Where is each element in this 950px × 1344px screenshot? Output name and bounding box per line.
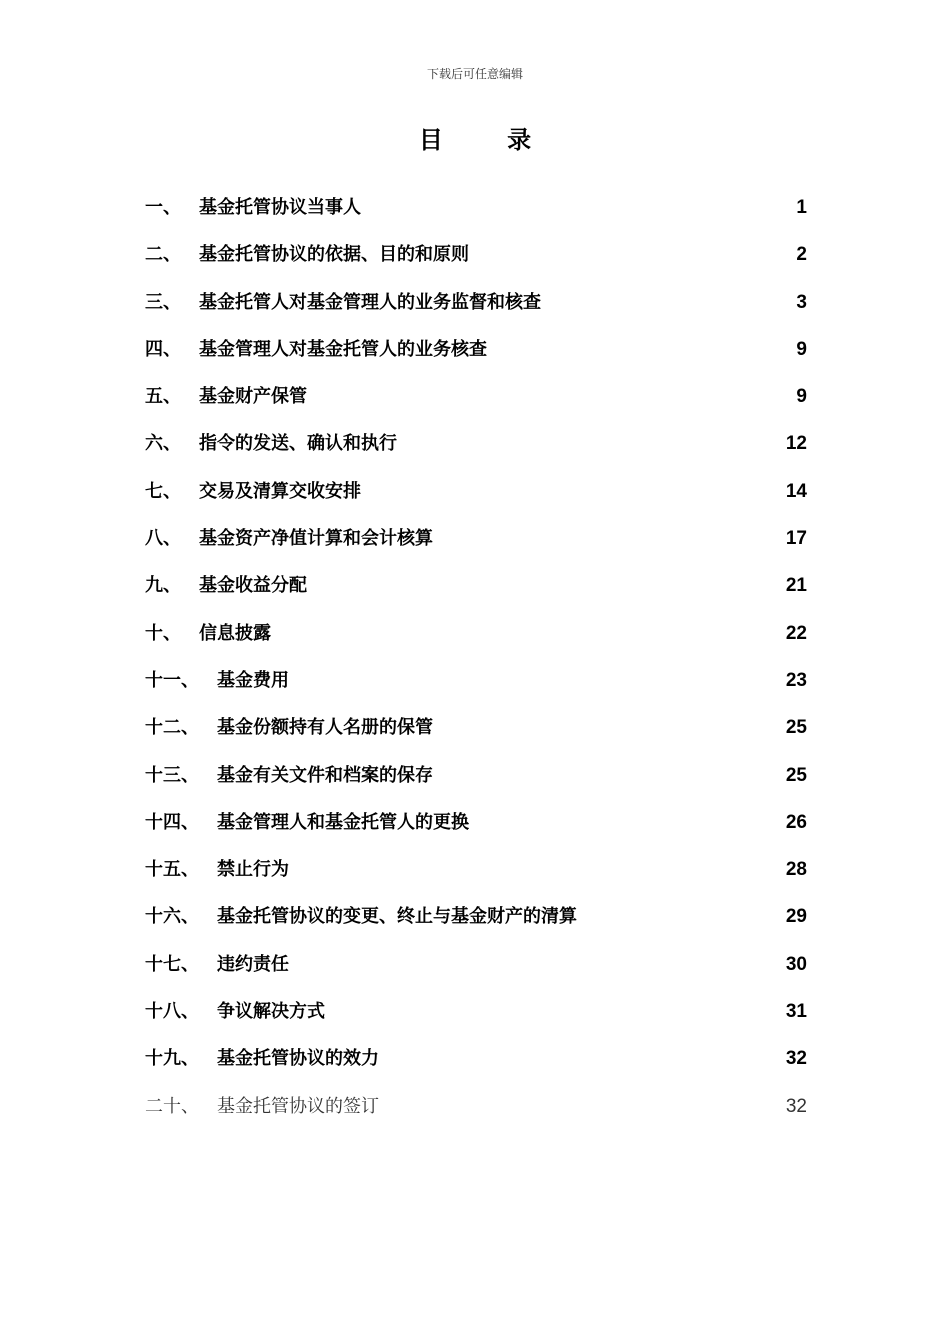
toc-entry[interactable]	[145, 710, 807, 757]
toc-list	[145, 190, 807, 1136]
toc-entry-title: 交易及清算交收安排	[199, 480, 361, 502]
toc-entry-page: 9	[796, 386, 807, 408]
toc-entry-number: 十六、	[145, 906, 199, 928]
toc-entry-title: 基金费用	[217, 669, 289, 691]
toc-entry-page: 22	[785, 622, 807, 644]
toc-entry-number: 一、	[145, 197, 181, 218]
toc-entry[interactable]	[145, 1041, 807, 1088]
toc-entry-page: 32	[785, 1048, 807, 1070]
toc-entry[interactable]	[145, 616, 807, 663]
toc-entry-title: 禁止行为	[217, 859, 289, 881]
toc-entry-page: 2	[796, 244, 807, 266]
toc-entry[interactable]	[145, 379, 807, 426]
toc-entry-page: 28	[785, 859, 807, 881]
toc-entry-title: 违约责任	[217, 953, 289, 975]
toc-entry-page: 31	[785, 1001, 807, 1023]
toc-entry-number: 十七、	[145, 953, 199, 975]
toc-entry-number: 四、	[145, 338, 181, 360]
toc-entry-title: 指令的发送、确认和执行	[199, 433, 397, 455]
toc-entry[interactable]	[145, 237, 807, 284]
toc-entry-number: 八、	[145, 528, 181, 550]
toc-entry-title: 基金份额持有人名册的保管	[217, 717, 433, 739]
toc-entry-number: 十四、	[145, 811, 199, 833]
toc-entry[interactable]	[145, 1089, 807, 1136]
toc-entry[interactable]	[145, 285, 807, 332]
toc-entry-number: 十三、	[145, 764, 199, 786]
toc-entry-page: 9	[796, 338, 807, 360]
toc-entry-number: 十二、	[145, 717, 199, 739]
toc-entry[interactable]	[145, 899, 807, 946]
toc-entry[interactable]	[145, 332, 807, 379]
toc-entry-page: 30	[785, 953, 807, 975]
toc-entry-page: 14	[785, 480, 807, 502]
toc-entry-number: 十一、	[145, 669, 199, 691]
toc-entry-title: 基金收益分配	[199, 575, 307, 597]
toc-entry[interactable]	[145, 568, 807, 615]
toc-entry-number: 九、	[145, 575, 181, 597]
toc-entry-title: 基金托管人对基金管理人的业务监督和核查	[199, 291, 541, 313]
toc-entry-title: 基金托管协议的依据、目的和原则	[199, 244, 469, 266]
toc-entry-title: 基金资产净值计算和会计核算	[199, 528, 433, 550]
toc-entry-page: 12	[785, 433, 807, 455]
toc-title: 目 录	[418, 126, 560, 154]
toc-entry-title: 基金托管协议的签订	[217, 1095, 379, 1117]
toc-entry-number: 五、	[145, 386, 181, 408]
toc-entry-number: 七、	[145, 480, 181, 502]
toc-entry[interactable]	[145, 758, 807, 805]
toc-entry[interactable]	[145, 947, 807, 994]
toc-entry-title: 基金托管协议的变更、终止与基金财产的清算	[217, 906, 577, 928]
toc-entry-title: 基金管理人和基金托管人的更换	[217, 811, 469, 833]
header-note: 下载后可任意编辑	[426, 67, 523, 81]
toc-entry[interactable]	[145, 474, 807, 521]
toc-entry-title: 信息披露	[199, 622, 271, 644]
toc-entry[interactable]	[145, 663, 807, 710]
toc-entry-title: 基金财产保管	[199, 386, 307, 408]
toc-entry-page: 32	[785, 1095, 807, 1117]
toc-entry[interactable]	[145, 994, 807, 1041]
toc-entry-page: 25	[785, 717, 807, 739]
toc-entry-title: 基金托管协议的效力	[217, 1048, 379, 1070]
toc-entry-number: 十、	[145, 622, 181, 644]
toc-entry-title: 基金有关文件和档案的保存	[217, 764, 433, 786]
toc-entry-title: 争议解决方式	[217, 1001, 325, 1023]
toc-entry[interactable]	[145, 426, 807, 473]
toc-entry-page: 1	[796, 197, 807, 218]
toc-entry-title: 基金托管协议当事人	[199, 197, 361, 218]
toc-entry-page: 21	[785, 575, 807, 597]
toc-entry-page: 26	[785, 811, 807, 833]
toc-entry[interactable]	[145, 852, 807, 899]
toc-entry-number: 十九、	[145, 1048, 199, 1070]
toc-entry-page: 3	[796, 291, 807, 313]
toc-entry[interactable]	[145, 521, 807, 568]
toc-entry-number: 六、	[145, 433, 181, 455]
toc-entry-page: 29	[785, 906, 807, 928]
toc-entry-number: 三、	[145, 291, 181, 313]
toc-entry-number: 十五、	[145, 859, 199, 881]
toc-entry-number: 二、	[145, 244, 181, 266]
toc-entry-page: 17	[785, 528, 807, 550]
toc-entry[interactable]	[145, 190, 807, 237]
toc-entry-title: 基金管理人对基金托管人的业务核查	[199, 338, 487, 360]
toc-entry[interactable]	[145, 805, 807, 852]
toc-entry-number: 十八、	[145, 1001, 199, 1023]
toc-entry-page: 23	[785, 669, 807, 691]
toc-entry-number: 二十、	[145, 1095, 199, 1117]
toc-entry-page: 25	[785, 764, 807, 786]
